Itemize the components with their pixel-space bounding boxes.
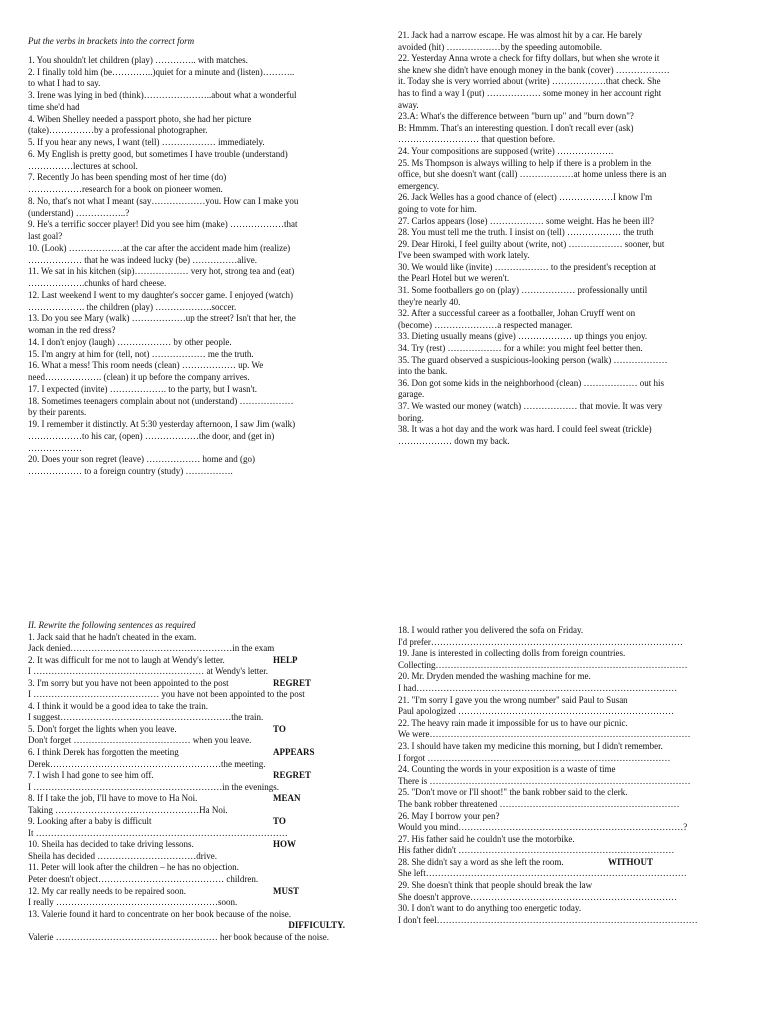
exercise-line: time she'd had — [28, 101, 80, 112]
rewrite-text: 23. I should have taken my medicine this morning, but I didn't remember. — [398, 740, 663, 751]
rewrite-text: His father didn't ……………………………………………………………… — [398, 845, 675, 856]
rewrite-text: Valerie ……………………………………………… her book because of the noise. — [28, 931, 329, 942]
rewrite-line — [28, 655, 345, 667]
exercise-line: I've been swamped with work lately. — [398, 250, 530, 261]
rewrite-line — [398, 834, 716, 846]
exercise-line: 28. You must tell me the truth. I insist on (tell) ……………… the truth — [398, 227, 654, 238]
rewrite-text: I had…………………………………………………………………………… — [398, 682, 678, 693]
exercise-line: by their parents. — [28, 407, 87, 418]
rewrite-text: Don't forget ………………………………… when you leave. — [28, 735, 252, 746]
rewrite-text: 25. "Don't move or I'll shoot!" the bank robber said to the clerk. — [398, 787, 628, 798]
exercise-line: 14. I don't enjoy (laugh) ……………… by other people. — [28, 336, 232, 347]
keyword: HELP — [273, 654, 298, 665]
rewrite-line — [398, 811, 716, 823]
rewrite-line — [28, 735, 345, 747]
section2-right-column — [398, 625, 716, 926]
rewrite-line — [28, 816, 345, 828]
rewrite-text: It ………………………………………………………………………… — [28, 827, 288, 838]
rewrite-text: She doesn't approve…………………………………………………………… — [398, 891, 678, 902]
keyword: MEAN — [273, 793, 301, 804]
rewrite-line — [398, 671, 716, 683]
exercise-line: woman in the red dress? — [28, 325, 116, 335]
rewrite-text: I ………………………………………………… at Wendy's letter. — [28, 666, 268, 677]
exercise-line: 23.A: What's the difference between "burn up" and "burn down"? — [398, 111, 634, 122]
exercise-line: ……………… that he was indeed lucky (be) ……………alive. — [28, 254, 257, 265]
exercise-line: ……………… to a foreign country (study) ……………. — [28, 466, 233, 476]
rewrite-line — [398, 845, 716, 857]
rewrite-text: 26. May I borrow your pen? — [398, 810, 500, 821]
section1-right-items — [398, 30, 716, 447]
exercise-line: 10. (Look) ………………at the car after the accident made him (realize) — [28, 242, 291, 253]
rewrite-text: I …………………………………… you have not been appointed to the post — [28, 689, 305, 700]
exercise-line: 1. You shouldn't let children (play) ………….. with matches. — [28, 54, 248, 65]
exercise-line: garage. — [398, 389, 425, 400]
rewrite-line — [398, 787, 716, 799]
rewrite-text: Peter doesn't object…………………………………… children. — [28, 874, 259, 885]
exercise-line: 5. If you hear any news, I want (tell) ……………… immediately. — [28, 137, 265, 147]
exercise-line: 6. My English is pretty good, but sometimes I have trouble (understand) — [28, 148, 288, 159]
rewrite-text: Paul apologized ……………………………………………………………… — [398, 706, 674, 717]
exercise-line: 11. We sat in his kitchen (sip)……………… very hot, strong tea and (eat) — [28, 266, 295, 277]
section1-left-column — [28, 36, 345, 478]
exercise-line: (become) …………………a respected manager. — [398, 319, 573, 330]
exercise-line: 27. Carlos appears (lose) ……………… some weight. Has he been ill? — [398, 215, 654, 226]
keyword: DIFFICULTY. — [288, 920, 345, 931]
rewrite-line — [28, 886, 345, 898]
section2-right-items — [398, 625, 716, 926]
exercise-line: 33. Dieting usually means (give) ……………… up things you enjoy. — [398, 331, 648, 342]
rewrite-text: Sheila has decided ……………………………drive. — [28, 850, 217, 861]
exercise-line: 25. Ms Thompson is always willing to help if there is a problem in the — [398, 157, 652, 168]
exercise-line: (take)……………by a professional photographer. — [28, 125, 208, 136]
exercise-line: 15. I'm angry at him for (tell, not) ……………… me the truth. — [28, 348, 254, 359]
exercise-line: ……………… down my back. — [398, 435, 510, 446]
rewrite-text: 6. I think Derek has forgotten the meeting — [28, 747, 179, 758]
keyword: APPEARS — [273, 747, 315, 758]
rewrite-text: Jack denied………………………………………………in the exam — [28, 643, 275, 654]
exercise-line: the Pearl Hotel but we weren't. — [398, 273, 510, 284]
exercise-line: last goal? — [28, 231, 63, 241]
exercise-line: into the bank. — [398, 366, 448, 377]
rewrite-line — [398, 857, 716, 869]
rewrite-line — [398, 718, 716, 730]
rewrite-text: 1. Jack said that he hadn't cheated in the exam. — [28, 631, 197, 642]
exercise-line: 18. Sometimes teenagers complain about not (understand) ……………… — [28, 395, 294, 406]
rewrite-text: 22. The heavy rain made it impossible for us to have our picnic. — [398, 717, 628, 728]
exercise-line: 35. The guard observed a suspicious-looking person (walk) ……………… — [398, 354, 668, 365]
rewrite-text: Collecting………………………………………………………………………… — [398, 659, 688, 670]
rewrite-text: 3. I'm sorry but you have not been appointed to the post — [28, 677, 229, 688]
rewrite-line — [28, 666, 345, 678]
exercise-line: they're nearly 40. — [398, 296, 461, 307]
rewrite-text: We were…………………………………………………………………………… — [398, 729, 691, 740]
rewrite-text: I'd prefer………………………………………………………………………… — [398, 636, 683, 647]
rewrite-text: I forgot ……………………………………………………………………… — [398, 752, 671, 763]
exercise-line: need………………. (clean) it up before the company arrives. — [28, 372, 250, 382]
rewrite-text: 7. I wish I had gone to see him off. — [28, 770, 154, 781]
rewrite-line — [28, 689, 345, 701]
rewrite-text: 12. My car really needs to be repaired soon. — [28, 885, 186, 896]
rewrite-line — [398, 625, 716, 637]
keyword: HOW — [273, 839, 297, 850]
rewrite-line — [28, 643, 345, 655]
rewrite-text: 11. Peter will look after the children – he has no objection. — [28, 862, 239, 873]
rewrite-text: 30. I don't want to do anything too energetic today. — [398, 903, 582, 914]
exercise-line: 26. Jack Welles has a good chance of (elect) ………………I know I'm — [398, 192, 653, 203]
rewrite-line — [28, 805, 345, 817]
keyword: MUST — [273, 885, 300, 896]
rewrite-line — [398, 741, 716, 753]
rewrite-line — [398, 764, 716, 776]
rewrite-text: She left…………………………………………………………………………… — [398, 868, 687, 879]
rewrite-line — [398, 729, 716, 741]
rewrite-text: 9. Looking after a baby is difficult — [28, 816, 152, 827]
exercise-line: 9. He's a terrific soccer player! Did you see him (make) ………………that — [28, 219, 298, 230]
rewrite-line — [398, 822, 716, 834]
rewrite-line — [28, 862, 345, 874]
rewrite-line — [28, 839, 345, 851]
rewrite-line — [28, 920, 345, 932]
exercise-line: 38. It was a hot day and the work was hard. I could feel sweat (trickle) — [398, 424, 652, 435]
rewrite-text: 18. I would rather you delivered the sofa on Friday. — [398, 625, 584, 635]
section1-left-items — [28, 55, 345, 478]
section2-left-items — [28, 632, 345, 944]
exercise-line: (understand) ……………..? — [28, 207, 130, 218]
rewrite-line — [398, 683, 716, 695]
rewrite-line — [28, 874, 345, 886]
exercise-line: 17. I expected (invite) ………………. to the party, but I wasn't. — [28, 383, 257, 394]
rewrite-line — [28, 701, 345, 713]
section2-heading: II. Rewrite the following sentences as required — [28, 620, 196, 630]
exercise-line: has to find a way I (put) ……………… some money in her account right — [398, 87, 662, 98]
rewrite-text: The bank robber threatened …………………………………………………… — [398, 798, 680, 809]
exercise-line: 16. What a mess! This room needs (clean) ……………… up. We — [28, 360, 264, 371]
rewrite-line — [398, 695, 716, 707]
exercise-line: office, but she doesn't want (call) ………………at home unless there is an — [398, 169, 667, 180]
exercise-line: 13. Do you see Mary (walk) ………………up the street? Isn't that her, the — [28, 313, 296, 324]
rewrite-text: I suggest…………………………………………………the train. — [28, 712, 264, 723]
exercise-line: away. — [398, 99, 419, 110]
rewrite-line — [398, 880, 716, 892]
exercise-line: ……………….chunks of hard cheese. — [28, 278, 167, 288]
exercise-line: 24. Your compositions are supposed (write) ………………. — [398, 145, 614, 156]
rewrite-line — [398, 915, 716, 927]
rewrite-line — [398, 648, 716, 660]
exercise-line: ……………………… that question before. — [398, 134, 555, 145]
exercise-line: 20. Does your son regret (leave) ……………… home and (go) — [28, 454, 255, 465]
exercise-line: 31. Some footballers go on (play) ……………… professionally until — [398, 285, 648, 296]
exercise-line: it. Today she is very worried about (write) ………………that check. She — [398, 76, 661, 87]
exercise-line: 19. I remember it distinctly. At 5:30 yesterday afternoon, I saw Jim (walk) — [28, 419, 296, 429]
keyword: REGRET — [273, 677, 312, 688]
rewrite-text: 20. Mr. Dryden mended the washing machine for me. — [398, 671, 591, 682]
exercise-line: 30. We would like (invite) ……………… to the president's reception at — [398, 261, 656, 272]
rewrite-line — [28, 747, 345, 759]
rewrite-text: 24. Counting the words in your exposition is a waste of time — [398, 764, 616, 775]
rewrite-line — [28, 793, 345, 805]
section2-left-column — [28, 620, 345, 943]
rewrite-text: 27. His father said he couldn't use the motorbike. — [398, 833, 575, 844]
exercise-line: to what I had to say. — [28, 78, 101, 89]
rewrite-text: 8. If I take the job, I'll have to move to Ha Noi. — [28, 793, 198, 804]
exercise-line: 7. Recently Jo has been spending most of her time (do) — [28, 172, 227, 183]
exercise-line: 37. We wasted our money (watch) ……………… that movie. It was very — [398, 401, 663, 411]
exercise-line: 32. After a successful career as a footballer, Johan Cruyff went on — [398, 308, 636, 319]
rewrite-line — [28, 724, 345, 736]
rewrite-text: 5. Don't forget the lights when you leave. — [28, 723, 177, 734]
exercise-line: 36. Don got some kids in the neighborhood (clean) ……………… out his — [398, 377, 664, 388]
rewrite-text: Would you mind…………………………………………………………………? — [398, 822, 688, 833]
exercise-line: ……………… — [28, 442, 82, 453]
rewrite-text: 19. Jane is interested in collecting dolls from foreign countries. — [398, 648, 626, 659]
exercise-line: 3. Irene was lying in bed (think)…………………..about what a wonderful — [28, 90, 297, 100]
keyword: TO — [273, 723, 286, 734]
exercise-line: ………………to his car, (open) ………………the door, and (get in) — [28, 430, 275, 441]
exercise-line: 2. I finally told him (be…………..)quiet for a minute and (listen)……….. — [28, 66, 295, 77]
exercise-line: 12. Last weekend I went to my daughter's soccer game. I enjoyed (watch) — [28, 289, 294, 300]
rewrite-text: I don't feel…………………………………………………………………………… — [398, 914, 698, 925]
rewrite-line — [398, 868, 716, 880]
rewrite-line — [398, 799, 716, 811]
exercise-line: going to vote for him. — [398, 203, 477, 214]
rewrite-text: 21. "I'm sorry I gave you the wrong number" said Paul to Susan — [398, 694, 628, 705]
keyword: TO — [273, 816, 286, 827]
rewrite-line — [398, 903, 716, 915]
exercise-line: avoided (hit) ………………by the speeding automobile. — [398, 41, 602, 52]
section1-heading: Put the verbs in brackets into the correct form — [28, 36, 195, 46]
rewrite-line — [28, 632, 345, 644]
exercise-line: 22. Yesterday Anna wrote a check for fifty dollars, but when she wrote it — [398, 53, 660, 64]
keyword: WITHOUT — [608, 856, 654, 867]
rewrite-line — [28, 712, 345, 724]
rewrite-line — [28, 897, 345, 909]
rewrite-line — [28, 770, 345, 782]
rewrite-text: I really ………………………………………………soon. — [28, 897, 238, 908]
rewrite-text: 28. She didn't say a word as she left the room. — [398, 856, 564, 867]
rewrite-line — [398, 753, 716, 765]
rewrite-text: There is …………………………………………………………………………… — [398, 775, 691, 786]
exercise-line: 8. No, that's not what I meant (say………………you. How can I make you — [28, 195, 299, 206]
exercise-line: ……………lectures at school. — [28, 160, 138, 171]
rewrite-text: I ………………………………………………………in the evenings. — [28, 781, 279, 792]
rewrite-text: 2. It was difficult for me not to laugh at Wendy's letter. — [28, 654, 225, 665]
section1-right-column — [398, 30, 716, 447]
rewrite-line — [398, 892, 716, 904]
exercise-line: 21. Jack had a narrow escape. He was almost hit by a car. He barely — [398, 30, 643, 40]
rewrite-line — [398, 706, 716, 718]
rewrite-text: Taking …………………………………………Ha Noi. — [28, 804, 228, 815]
rewrite-text: 4. I think it would be a good idea to take the train. — [28, 700, 208, 711]
rewrite-text: Derek…………………………………………………the meeting. — [28, 758, 266, 769]
exercise-line: 34. Try (rest) ……………… for a while: you might feel better then. — [398, 343, 643, 354]
exercise-line: 4. Wiben Shelley needed a passport photo, she had her picture — [28, 113, 252, 124]
rewrite-line — [398, 776, 716, 788]
rewrite-text: 29. She doesn't think that people should break the law — [398, 880, 593, 891]
rewrite-line — [398, 637, 716, 649]
rewrite-line — [28, 759, 345, 771]
exercise-line: ………………research for a book on pioneer women. — [28, 184, 223, 194]
rewrite-line — [28, 932, 345, 944]
rewrite-line — [28, 828, 345, 840]
rewrite-text: 13. Valerie found it hard to concentrate on her book because of the noise. — [28, 908, 291, 919]
exercise-line: B: Hmmm. That's an interesting question. I don't recall ever (ask) — [398, 122, 634, 133]
rewrite-text: 10. Sheila has decided to take driving lessons. — [28, 839, 194, 850]
rewrite-line — [28, 851, 345, 863]
exercise-line: emergency. — [398, 180, 439, 191]
exercise-line: ………………. the children (play) ……………….soccer. — [28, 301, 237, 312]
exercise-line: 29. Dear Hiroki, I feel guilty about (write, not) ……………… sooner, but — [398, 238, 665, 249]
exercise-line: she knew she didn't have enough money in the bank (cover) ……………… — [398, 64, 670, 75]
rewrite-line — [28, 782, 345, 794]
exercise-line: boring. — [398, 412, 424, 423]
rewrite-line — [28, 678, 345, 690]
keyword: REGRET — [273, 770, 312, 781]
rewrite-line — [398, 660, 716, 672]
rewrite-line — [28, 909, 345, 921]
